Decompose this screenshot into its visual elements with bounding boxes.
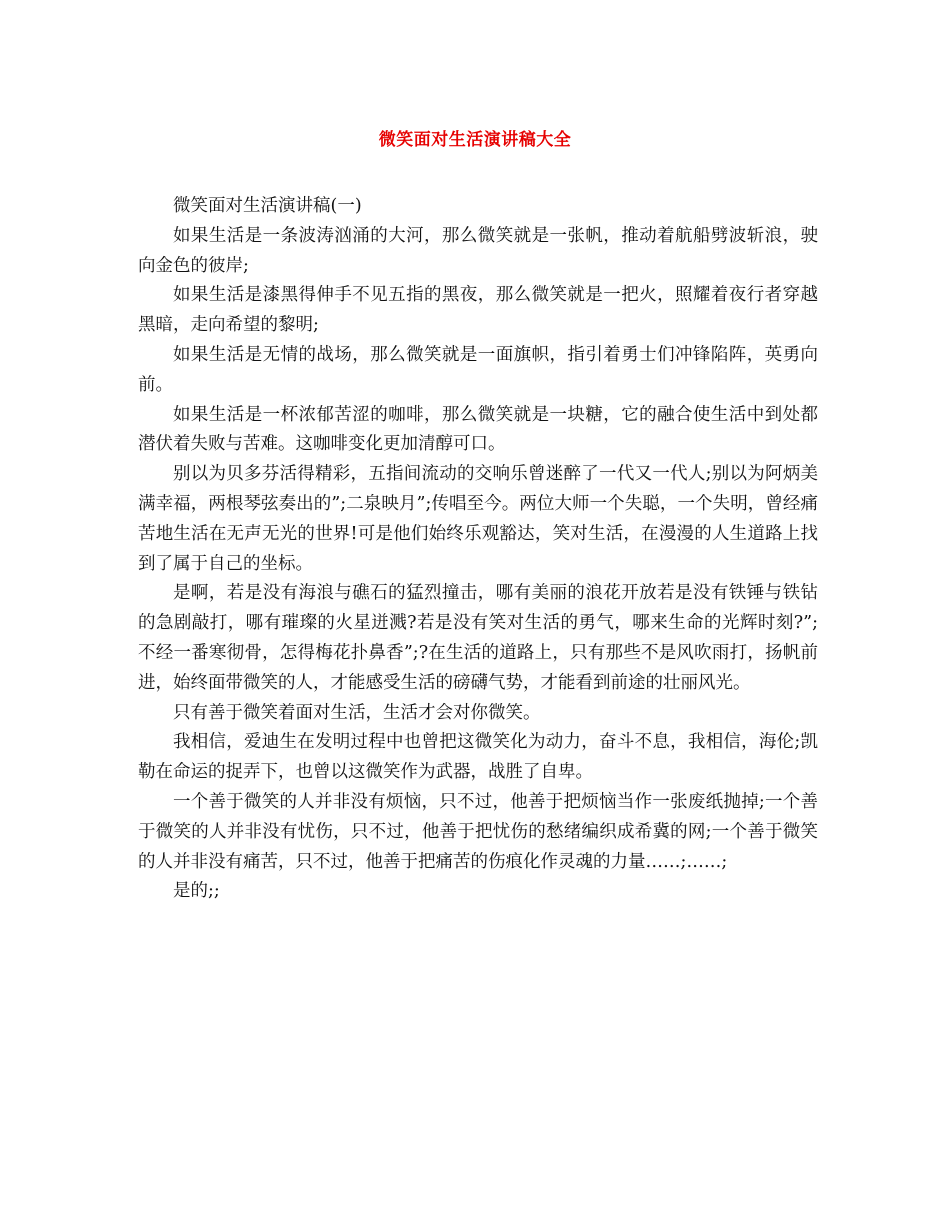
paragraph-subtitle: 微笑面对生活演讲稿(一)	[173, 196, 362, 216]
paragraph: 是啊，若是没有海浪与礁石的猛烈撞击，哪有美丽的浪花开放若是没有铁锤与铁钻的急剧敲打，哪有璀璨的火星迸溅?若是没有笑对生活的勇气，哪来生命的光辉时刻?”;不经一番寒彻骨，怎得梅花扑鼻香”;?在生活的道路上，只有那些不是风吹雨打，扬帆前进，始终面带微笑的人，才能感受生活的磅礴气势，才能看到前途的壮丽风光。	[138, 583, 818, 693]
paragraph: 只有善于微笑着面对生活，生活才会对你微笑。	[173, 702, 541, 723]
document-title: 微笑面对生活演讲稿大全	[378, 130, 572, 150]
document-body	[138, 192, 818, 907]
paragraph: 如果生活是无情的战场，那么微笑就是一面旗帜，指引着勇士们冲锋陷阵，英勇向前。	[138, 344, 818, 395]
paragraph: 一个善于微笑的人并非没有烦恼，只不过，他善于把烦恼当作一张废纸抛掉;一个善于微笑的人并非没有忧伤，只不过，他善于把忧伤的愁绪编织成希冀的网;一个善于微笑的人并非没有痛苦，只不过，他善于把痛苦的伤痕化作灵魂的力量……;……;	[138, 791, 818, 872]
paragraph: 如果生活是一条波涛汹涌的大河，那么微笑就是一张帆，推动着航船劈波斩浪，驶向金色的彼岸;	[138, 225, 818, 276]
paragraph: 如果生活是一杯浓郁苦涩的咖啡，那么微笑就是一块糖，它的融合使生活中到处都潜伏着失败与苦难。这咖啡变化更加清醇可口。	[138, 404, 818, 455]
paragraph: 别以为贝多芬活得精彩，五指间流动的交响乐曾迷醉了一代又一代人;别以为阿炳美满幸福，两根琴弦奏出的”;二泉映月”;传唱至今。两位大师一个失聪，一个失明，曾经痛苦地生活在无声无光的世界!可是他们始终乐观豁达，笑对生活，在漫漫的人生道路上找到了属于自己的坐标。	[138, 464, 818, 574]
paragraph: 如果生活是漆黑得伸手不见五指的黑夜，那么微笑就是一把火，照耀着夜行者穿越黑暗，走向希望的黎明;	[138, 285, 818, 336]
paragraph: 是的;;	[173, 881, 220, 902]
paragraph: 我相信，爱迪生在发明过程中也曾把这微笑化为动力，奋斗不息，我相信，海伦;凯勒在命运的捉弄下，也曾以这微笑作为武器，战胜了自卑。	[138, 732, 818, 783]
